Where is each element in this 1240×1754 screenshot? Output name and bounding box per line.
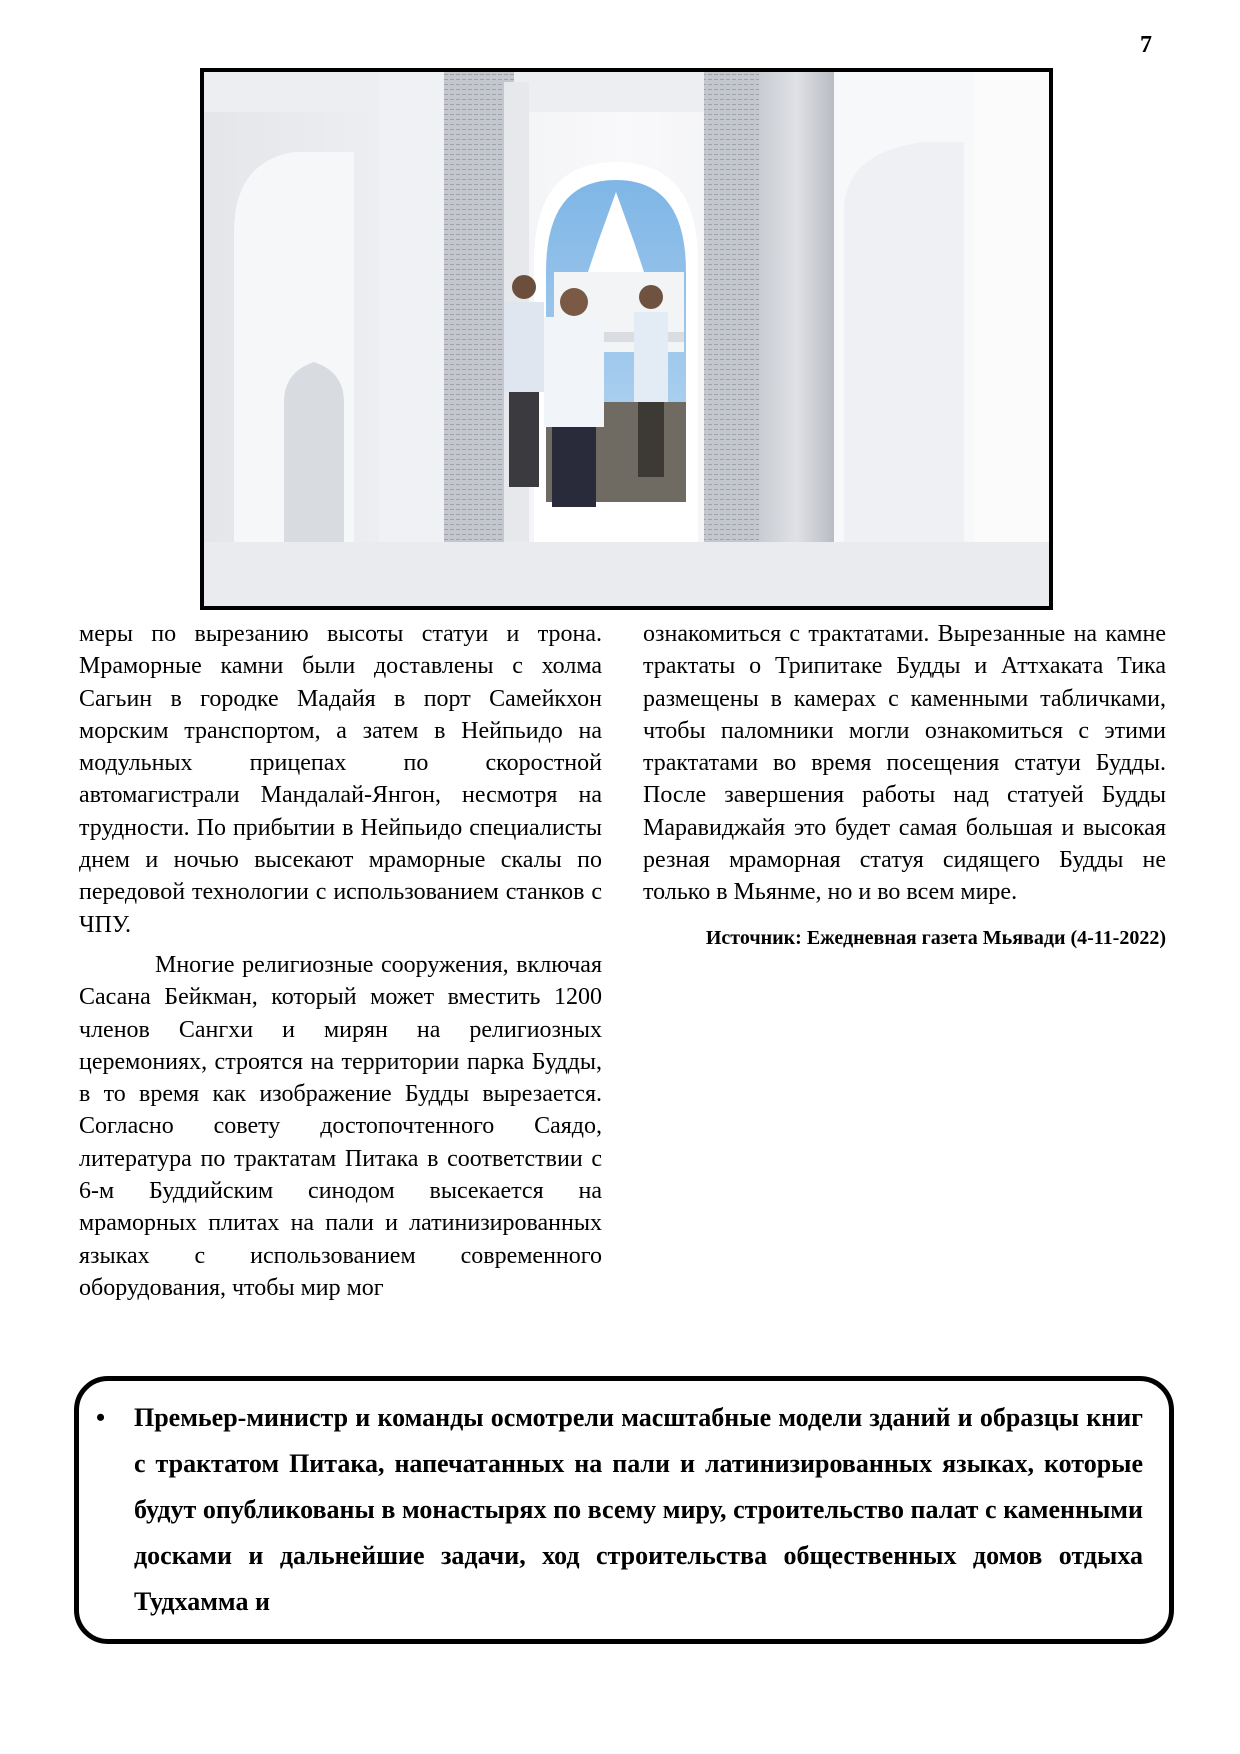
- right-paragraph-1: ознакомиться с трактатами. Вырезанные на камне трактаты о Трипитаке Будды и Аттхаката Тика размещены в камерах с каменными табличками, чтобы паломники могли ознакомиться с этими трактатами во время посещения статуи Будды. После завершения работы над статуей Будды Маравиджайя это будет самая большая и высокая резная мраморная статуя сидящего Будды не только в Мьянме, но и во всем мире.: [643, 621, 1166, 906]
- page-number: 7: [1140, 32, 1152, 58]
- photo-frame: [200, 68, 1053, 610]
- bullet-text: Премьер-министр и команды осмотрели масштабные модели зданий и образцы книг с трактатом Питака, напечатанных на пали и латинизированных языках, которые будут опубликованы в монастырях по всему миру, строительство палат с каменными досками и дальнейшие задачи, ход строительства общественных домов отдыха Тудхамма и: [134, 1403, 1143, 1616]
- left-paragraph-2: Многие религиозные сооружения, включая Сасана Бейкман, который может вместить 1200 членов Сангхи и мирян на религиозных церемониях, строятся на территории парка Будды, в то время как изображение Будды вырезается. Согласно совету достопочтенного Саядо, литература по трактатам Питака в соответствии с 6-м Буддийским синодом высекается на мраморных плитах на пали и латинизированных языках с использованием современного оборудования, чтобы мир мог: [79, 951, 602, 1301]
- bullet-dot-icon: •: [96, 1403, 106, 1432]
- source-citation: Источник: Ежедневная газета Мьявади (4-11-2022): [705, 926, 1166, 949]
- bullet-list: [79, 1381, 1169, 1625]
- left-column: [79, 618, 602, 1304]
- bullet-item: [96, 1395, 1143, 1625]
- bullet-box: [74, 1376, 1174, 1644]
- right-column: [643, 618, 1166, 951]
- temple-photo: [204, 72, 1049, 606]
- left-paragraph-1: меры по вырезанию высоты статуи и трона. Мраморные камни были доставлены с холма Сагьин в городке Мадайя в порт Самейкхон морским транспортом, а затем в Нейпьидо на модульных прицепах по скоростной автомагистрали Мандалай-Янгон, несмотря на трудности. По прибытии в Нейпьидо специалисты днем и ночью высекают мраморные скалы по передовой технологии с использованием станков с ЧПУ.: [79, 621, 602, 938]
